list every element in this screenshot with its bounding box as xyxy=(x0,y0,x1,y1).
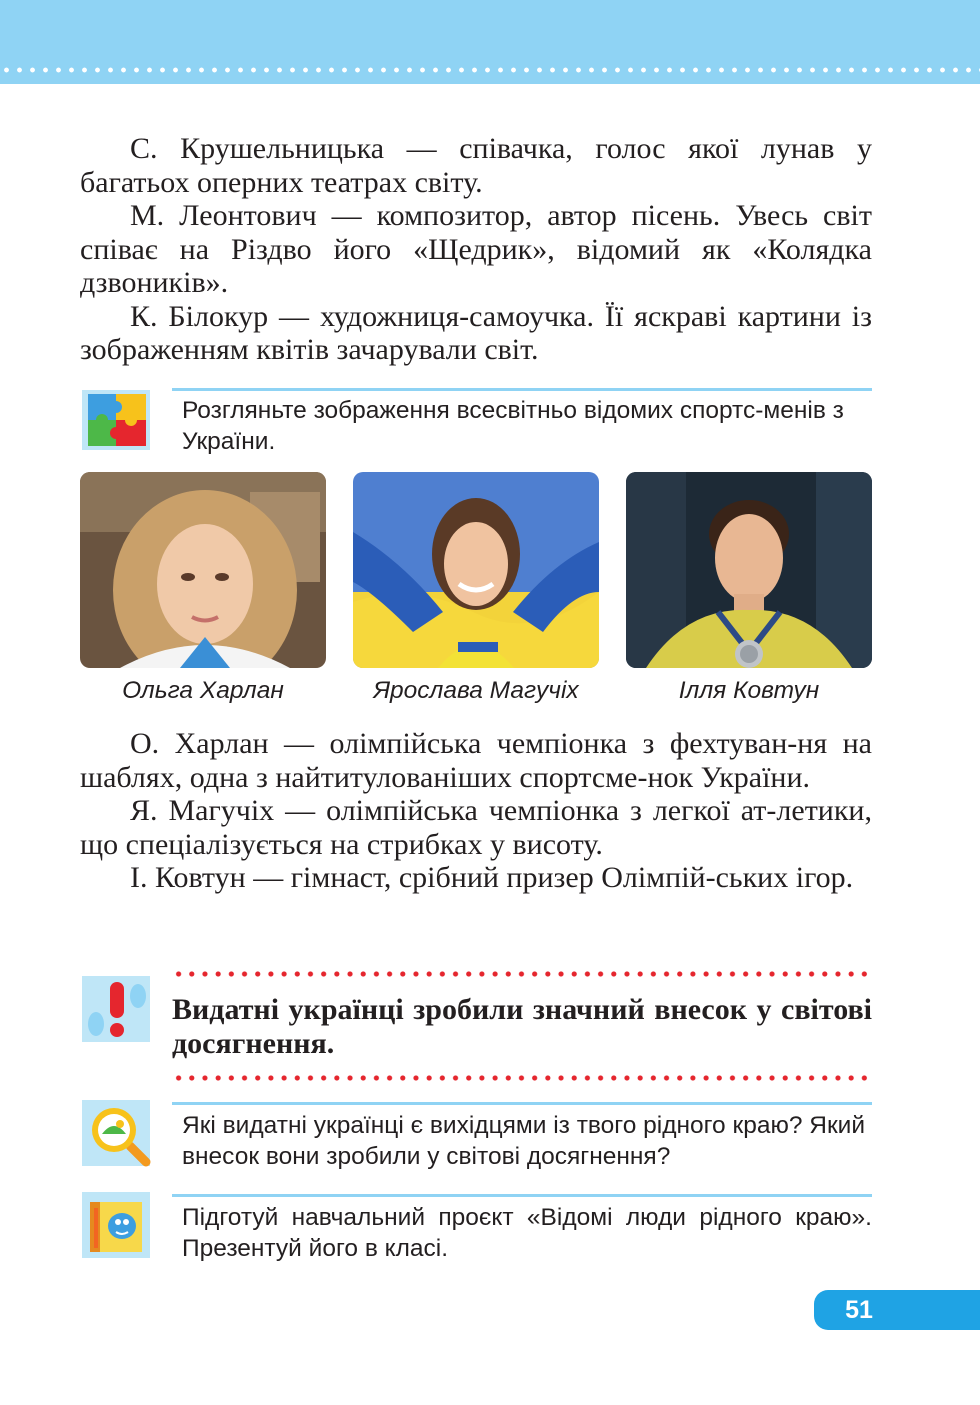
conclusion-text: Видатні українці зробили значний внесок у світові досягнення. xyxy=(172,993,872,1060)
task-look-text: Розгляньте зображення всесвітньо відомих спортс-менів з України. xyxy=(182,397,844,455)
project-divider xyxy=(172,1194,872,1197)
sport-paragraph-kharlan: О. Харлан — олімпійська чемпіонка з фехтуван-ня на шаблях, одна з найтитулованіших спортсме-нок України. xyxy=(80,727,872,794)
magnifier-icon xyxy=(80,1098,154,1168)
conclusion-bottom-dots xyxy=(172,1074,874,1082)
project-book-icon xyxy=(80,1190,154,1260)
exclamation-icon xyxy=(80,974,154,1044)
puzzle-icon xyxy=(80,384,154,454)
caption-olha-kharlan: Ольга Харлан xyxy=(122,677,284,704)
photo-yaroslava-mahuchikh xyxy=(353,472,599,668)
sport-paragraph-mahuchikh: Я. Магучіх — олімпійська чемпіонка з легкої ат-летики, що спеціалізується на стрибках у висоту. xyxy=(80,794,872,861)
question-divider xyxy=(172,1102,872,1105)
intro-paragraph-leontovych: М. Леонтович — композитор, автор пісень. Увесь світ співає на Різдво його «Щедрик», відомий як «Колядка дзвоників». xyxy=(80,199,872,299)
project-text: Підготуй навчальний проєкт «Відомі люди рідного краю». Презентуй його в класі. xyxy=(182,1204,872,1262)
caption-illia-kovtun: Ілля Ковтун xyxy=(678,677,820,704)
sport-text-block xyxy=(80,727,872,895)
top-header-band xyxy=(0,0,980,84)
sport-paragraph-kovtun: І. Ковтун — гімнаст, срібний призер Олімпій-ських ігор. xyxy=(130,861,854,894)
intro-text-block xyxy=(80,132,872,367)
intro-paragraph-krushelnytska: С. Крушельницька — співачка, голос якої лунав у багатьох оперних театрах світу. xyxy=(80,132,872,199)
intro-paragraph-bilokur: К. Білокур — художниця-самоучка. Її яскраві картини із зображенням квітів зачарували світ. xyxy=(80,299,872,366)
caption-yaroslava-mahuchikh: Ярослава Магучіх xyxy=(373,677,579,704)
photo-olha-kharlan xyxy=(80,472,326,668)
task-look-divider xyxy=(172,388,872,391)
header-dotted-line xyxy=(0,66,980,74)
conclusion-top-dots xyxy=(172,970,874,978)
question-text: Які видатні українці є вихідцями із твого рідного краю? Який внесок вони зробили у світові досягнення? xyxy=(182,1112,866,1170)
page-number: 51 xyxy=(845,1296,873,1324)
photo-illia-kovtun xyxy=(626,472,872,668)
